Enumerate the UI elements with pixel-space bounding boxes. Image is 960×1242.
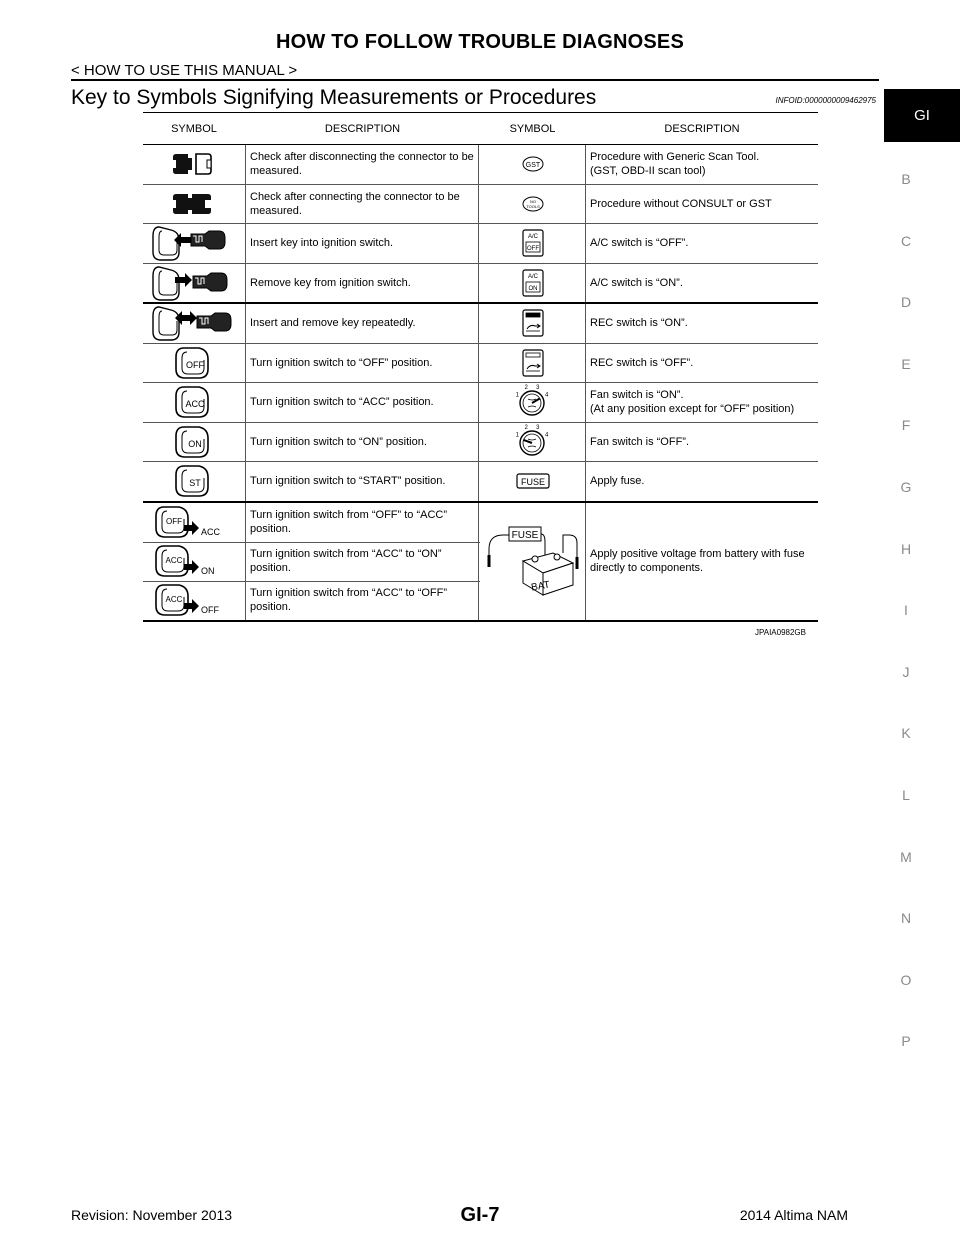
svg-text:NO: NO xyxy=(529,198,536,204)
side-tab-g[interactable]: G xyxy=(900,479,912,495)
description-text: Turn ignition switch from “ACC” to “OFF” position. xyxy=(250,587,448,613)
acc-to-on-icon xyxy=(154,544,234,578)
fuse-icon xyxy=(516,473,550,489)
svg-text:ON: ON xyxy=(201,566,215,576)
side-tab-f[interactable]: F xyxy=(901,417,911,434)
description-text: A/C switch is “OFF”. xyxy=(590,237,689,250)
svg-text:A/C: A/C xyxy=(527,273,538,280)
svg-text:TOOLS: TOOLS xyxy=(525,203,540,209)
table-row xyxy=(143,423,818,463)
ignition-start-icon xyxy=(174,464,214,498)
description-cell xyxy=(586,462,818,501)
side-tab-l[interactable]: L xyxy=(902,787,910,803)
symbol-cell xyxy=(143,264,246,303)
symbol-cell xyxy=(480,224,586,263)
description-cell xyxy=(246,304,479,343)
side-tab-d[interactable]: D xyxy=(900,294,912,311)
table-row xyxy=(143,264,818,305)
svg-text:OFF: OFF xyxy=(526,246,539,253)
description-cell xyxy=(590,503,818,620)
svg-text:3: 3 xyxy=(535,385,539,392)
description-cell xyxy=(586,383,818,422)
svg-text:ACC: ACC xyxy=(165,595,183,604)
gst-icon xyxy=(521,154,545,174)
section-title: Key to Symbols Signifying Measurements or Procedures xyxy=(71,86,597,109)
description-text: REC switch is “OFF”. xyxy=(590,356,694,369)
table-row xyxy=(143,542,480,582)
description-cell xyxy=(246,185,479,224)
rec-off-icon xyxy=(522,349,544,377)
fan-off-icon xyxy=(516,425,550,459)
symbol-cell xyxy=(143,383,246,422)
description-cell xyxy=(586,185,818,224)
description-cell xyxy=(246,542,479,581)
svg-text:A/C: A/C xyxy=(527,234,538,241)
symbol-cell xyxy=(480,304,586,343)
symbol-cell xyxy=(480,145,586,184)
description-cell xyxy=(586,344,818,383)
description-cell xyxy=(246,503,479,542)
symbol-cell xyxy=(480,503,586,620)
ignition-on-icon xyxy=(174,425,214,459)
description-cell xyxy=(246,383,479,422)
description-cell xyxy=(246,145,479,184)
header-symbol-1: SYMBOL xyxy=(171,122,217,135)
svg-text:OFF: OFF xyxy=(201,605,219,615)
description-cell xyxy=(586,145,818,184)
description-text: Check after disconnecting the connector to be measured. xyxy=(250,151,474,178)
table-row xyxy=(143,462,818,503)
header-symbol-2: SYMBOL xyxy=(509,122,556,135)
side-tab-p[interactable]: P xyxy=(901,1033,911,1050)
svg-text:1: 1 xyxy=(515,392,519,399)
svg-text:ACC: ACC xyxy=(201,527,221,537)
page-number: GI-7 xyxy=(460,1204,500,1226)
svg-text:ACC: ACC xyxy=(165,556,183,565)
symbol-cell xyxy=(143,145,246,184)
side-tab-k[interactable]: K xyxy=(901,725,911,742)
header-description-1: DESCRIPTION xyxy=(324,122,401,135)
symbol-cell xyxy=(143,304,246,343)
side-tab-gi[interactable]: GI xyxy=(884,89,960,142)
ac-off-icon xyxy=(522,229,544,257)
description-text: Insert and remove key repeatedly. xyxy=(250,317,416,330)
side-tab-i[interactable]: I xyxy=(904,602,908,619)
no-tools-icon xyxy=(521,194,545,214)
merged-rows-block xyxy=(143,503,818,622)
description-cell xyxy=(586,423,818,462)
description-cell xyxy=(586,224,818,263)
description-cell xyxy=(586,264,818,303)
symbols-table xyxy=(143,112,818,622)
connector-disconnected-icon xyxy=(172,148,216,180)
side-tab-m[interactable]: M xyxy=(900,848,912,865)
battery-fuse-icon xyxy=(483,521,583,601)
description-text: Turn ignition switch from “OFF” to “ACC” position. xyxy=(250,509,448,535)
description-cell xyxy=(246,264,479,303)
description-cell xyxy=(246,224,479,263)
svg-text:2: 2 xyxy=(524,424,528,431)
description-text: Fan switch is “OFF”. xyxy=(590,435,690,448)
figure-code: JPAIA0982GB xyxy=(755,628,806,637)
symbol-cell xyxy=(143,542,246,581)
description-text: Check after connecting the connector to be measured. xyxy=(250,190,460,217)
header-description-2: DESCRIPTION xyxy=(664,122,740,135)
off-to-acc-icon xyxy=(154,505,234,539)
symbol-cell xyxy=(143,581,246,620)
breadcrumb: < HOW TO USE THIS MANUAL > xyxy=(71,62,298,79)
description-cell xyxy=(586,304,818,343)
svg-text:ST: ST xyxy=(189,478,201,489)
side-tab-c[interactable]: C xyxy=(900,232,912,249)
side-tab-e[interactable]: E xyxy=(901,355,911,372)
table-header-row xyxy=(143,112,818,145)
header-divider xyxy=(71,79,879,81)
description-text: REC switch is “ON”. xyxy=(590,317,688,330)
symbol-cell xyxy=(143,185,246,224)
svg-text:OFF: OFF xyxy=(186,359,204,370)
symbol-cell xyxy=(480,264,586,303)
document-title: HOW TO FOLLOW TROUBLE DIAGNOSES xyxy=(275,31,685,53)
description-text: Turn ignition switch to “ACC” position. xyxy=(250,396,434,409)
table-row xyxy=(143,304,818,344)
svg-text:4: 4 xyxy=(544,392,548,399)
svg-text:FUSE: FUSE xyxy=(520,477,545,488)
symbol-cell xyxy=(143,423,246,462)
description-text: Procedure without CONSULT or GST xyxy=(590,197,772,210)
table-row xyxy=(143,344,818,384)
svg-text:2: 2 xyxy=(524,385,528,392)
symbol-cell xyxy=(480,423,586,462)
rec-on-icon xyxy=(522,309,544,337)
table-row xyxy=(143,383,818,423)
table-row xyxy=(143,185,818,225)
description-cell xyxy=(246,344,479,383)
svg-text:4: 4 xyxy=(544,432,548,439)
symbol-cell xyxy=(480,383,586,422)
description-text: A/C switch is “ON”. xyxy=(590,276,683,289)
symbol-cell xyxy=(480,462,586,501)
symbol-cell xyxy=(480,185,586,224)
description-cell xyxy=(246,581,479,620)
symbol-cell xyxy=(480,344,586,383)
fan-on-icon xyxy=(516,385,550,419)
remove-key-icon xyxy=(151,265,237,301)
footer-model: 2014 Altima NAM xyxy=(739,1207,848,1223)
svg-text:OFF: OFF xyxy=(166,517,182,526)
svg-text:1: 1 xyxy=(515,432,519,439)
side-tab-j[interactable]: J xyxy=(902,663,910,680)
table-row xyxy=(143,503,480,543)
table-row xyxy=(143,224,818,264)
insert-key-icon xyxy=(151,225,237,261)
table-row xyxy=(143,581,480,620)
insert-remove-key-icon xyxy=(151,305,237,341)
description-text: Insert key into ignition switch. xyxy=(250,237,394,250)
description-text: Remove key from ignition switch. xyxy=(250,276,411,289)
svg-text:GST: GST xyxy=(525,162,540,170)
description-text: Turn ignition switch to “OFF” position. xyxy=(250,356,433,369)
side-tab-n[interactable]: N xyxy=(900,910,912,927)
connector-connected-icon xyxy=(172,188,216,220)
ignition-off-icon xyxy=(174,346,214,380)
side-tab-b[interactable]: B xyxy=(901,171,911,187)
side-tab-o[interactable]: O xyxy=(900,971,912,988)
svg-text:ON: ON xyxy=(188,438,202,449)
acc-to-off-icon xyxy=(154,583,234,617)
description-text: Turn ignition switch to “START” position. xyxy=(250,475,446,488)
description-cell xyxy=(246,423,479,462)
footer-revision: Revision: November 2013 xyxy=(71,1207,233,1223)
svg-text:ON: ON xyxy=(528,285,537,292)
svg-text:ACC: ACC xyxy=(185,399,205,410)
description-text: Fan switch is “ON”. (At any position except for “OFF” position) xyxy=(590,389,795,416)
symbol-cell xyxy=(143,503,246,542)
description-text: Turn ignition switch from “ACC” to “ON” position. xyxy=(250,548,442,574)
svg-text:FUSE: FUSE xyxy=(511,530,538,541)
svg-text:BAT: BAT xyxy=(529,579,551,594)
ignition-acc-icon xyxy=(174,385,214,419)
symbol-cell xyxy=(143,224,246,263)
ac-on-icon xyxy=(522,269,544,297)
description-text: Apply fuse. xyxy=(590,475,645,488)
description-text: Turn ignition switch to “ON” position. xyxy=(250,435,427,448)
table-row xyxy=(143,145,818,185)
symbol-cell xyxy=(143,462,246,501)
description-text: Apply positive voltage from battery with fuse directly to components. xyxy=(590,548,805,574)
svg-text:3: 3 xyxy=(535,424,539,431)
info-id: INFOID:0000000009462975 xyxy=(775,96,876,105)
side-tab-h[interactable]: H xyxy=(900,540,912,557)
description-cell xyxy=(246,462,479,501)
symbol-cell xyxy=(143,344,246,383)
description-text: Procedure with Generic Scan Tool. (GST, OBD-II scan tool) xyxy=(590,151,760,178)
